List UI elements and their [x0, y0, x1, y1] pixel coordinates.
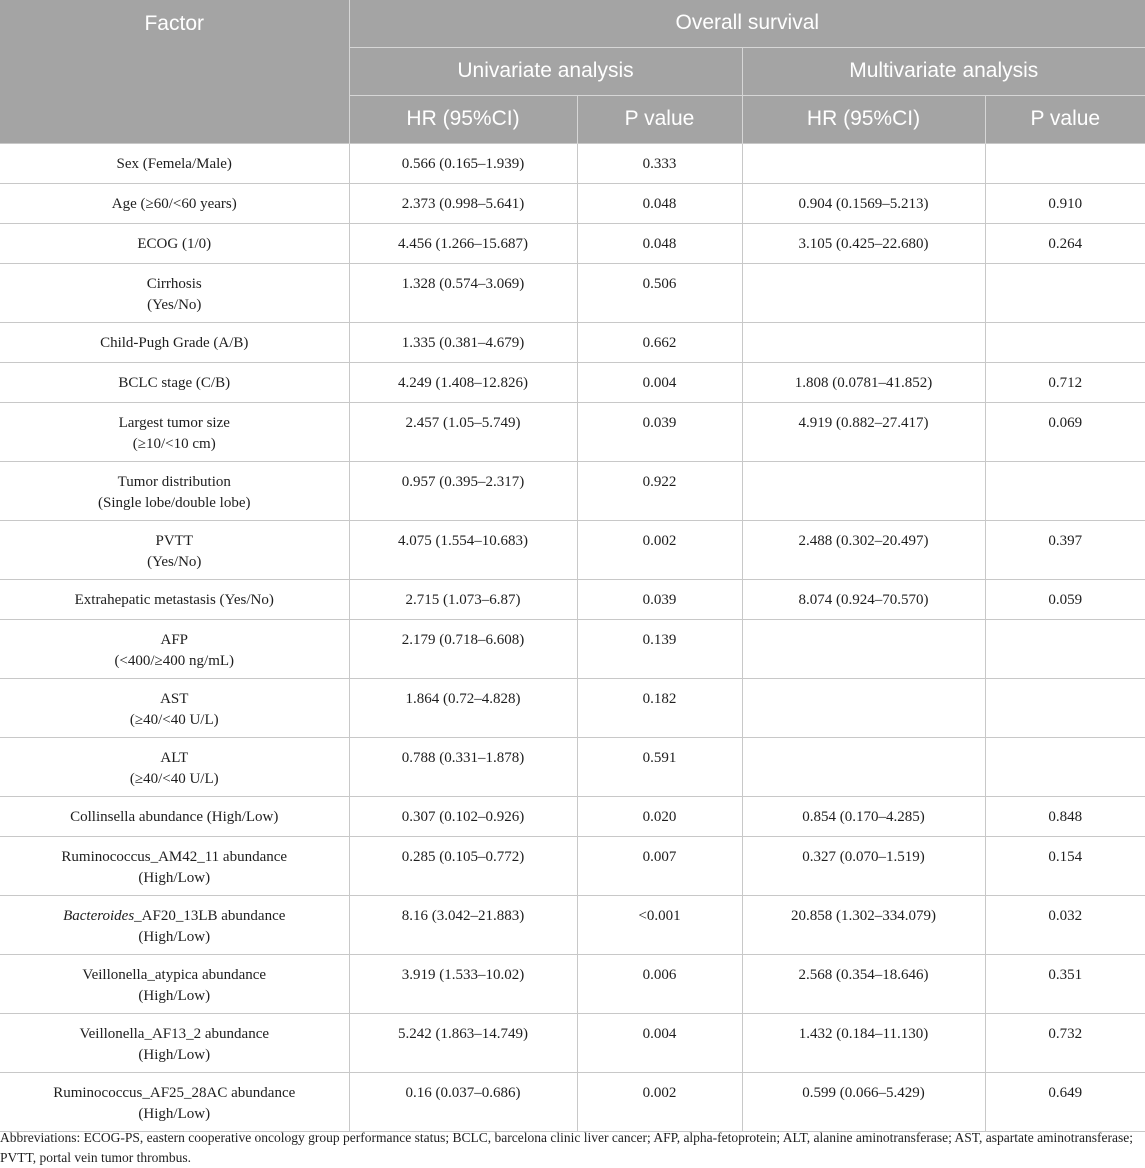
multi-p-cell: 0.264: [985, 223, 1145, 263]
table-row: [0, 461, 1145, 520]
factor-label-italic: Bacteroides: [63, 907, 135, 924]
uni-p-cell: 0.039: [577, 579, 742, 619]
factor-label-text: AST: [160, 690, 189, 707]
uni-hr-cell: 1.328 (0.574–3.069): [349, 263, 577, 322]
multi-hr-cell: 1.808 (0.0781–41.852): [742, 362, 985, 402]
factor-cell: [0, 1072, 349, 1131]
uni-p-cell: 0.002: [577, 1072, 742, 1131]
multi-p-cell: 0.351: [985, 954, 1145, 1013]
uni-hr-cell: 4.249 (1.408–12.826): [349, 362, 577, 402]
factor-sublabel: (Yes/No): [147, 553, 202, 570]
uni-p-cell: 0.333: [577, 143, 742, 183]
multi-hr-cell: 2.568 (0.354–18.646): [742, 954, 985, 1013]
factor-label: [6, 234, 343, 255]
factor-label-text: PVTT: [155, 532, 193, 549]
uni-p-cell: 0.662: [577, 322, 742, 362]
factor-label-text: Child-Pugh Grade (A/B): [100, 334, 249, 351]
table-row: [0, 579, 1145, 619]
factor-label: [6, 274, 343, 295]
uni-hr-cell: 3.919 (1.533–10.02): [349, 954, 577, 1013]
uni-hr-cell: 5.242 (1.863–14.749): [349, 1013, 577, 1072]
multi-hr-cell: [742, 461, 985, 520]
factor-label-text: _AF20_13LB abundance: [134, 907, 286, 924]
factor-sublabel: (High/Low): [138, 1105, 211, 1122]
factor-sublabel: (Yes/No): [147, 296, 202, 313]
factor-cell: [0, 954, 349, 1013]
factor-cell: [0, 223, 349, 263]
factor-label: [6, 630, 343, 651]
multi-hr-cell: 2.488 (0.302–20.497): [742, 520, 985, 579]
factor-label-text: Cirrhosis: [146, 275, 202, 292]
multi-hr-cell: 3.105 (0.425–22.680): [742, 223, 985, 263]
factor-label: [6, 1083, 343, 1104]
multi-hr-cell: [742, 322, 985, 362]
factor-label-text: Extrahepatic metastasis (Yes/No): [74, 591, 274, 608]
uni-p-cell: 0.002: [577, 520, 742, 579]
multi-hr-cell: [742, 263, 985, 322]
uni-p-cell: 0.591: [577, 737, 742, 796]
factor-label: [6, 472, 343, 493]
multi-p-cell: 0.069: [985, 402, 1145, 461]
factor-label: [6, 965, 343, 986]
multi-hr-cell: 0.854 (0.170–4.285): [742, 796, 985, 836]
factor-cell: [0, 579, 349, 619]
factor-cell: [0, 737, 349, 796]
factor-label: [6, 847, 343, 868]
table-body: [0, 143, 1145, 1131]
multi-hr-cell: 0.327 (0.070–1.519): [742, 836, 985, 895]
multi-p-cell: 0.910: [985, 183, 1145, 223]
factor-label: [6, 333, 343, 354]
multi-p-cell: 0.732: [985, 1013, 1145, 1072]
uni-p-cell: 0.182: [577, 678, 742, 737]
factor-label-text: Veillonella_atypica abundance: [82, 966, 267, 983]
abbreviations-footnote: Abbreviations: ECOG-PS, eastern cooperative oncology group performance status; BCLC, barcelona clinic liver cancer; AFP, alpha-fetoprotein; ALT, alanine aminotransferase; AST, aspartate aminotransferase; PVTT, portal vein tumor thrombus.: [0, 1130, 1134, 1165]
factor-sublabel: (High/Low): [138, 869, 211, 886]
uni-hr-cell: 2.457 (1.05–5.749): [349, 402, 577, 461]
uni-p-cell: <0.001: [577, 895, 742, 954]
factor-label: [6, 689, 343, 710]
factor-label: [6, 531, 343, 552]
multi-hr-cell: 20.858 (1.302–334.079): [742, 895, 985, 954]
factor-label: [6, 373, 343, 394]
factor-label-text: ECOG (1/0): [137, 235, 212, 252]
factor-sublabel: (<400/≥400 ng/mL): [114, 652, 235, 669]
multi-hr-cell: [742, 737, 985, 796]
factor-label-text: Sex (Femela/Male): [116, 155, 232, 172]
header-multi-hr: HR (95%CI): [742, 95, 985, 143]
factor-sublabel: (Single lobe/double lobe): [98, 494, 251, 511]
factor-cell: [0, 619, 349, 678]
factor-sublabel: (≥40/<40 U/L): [129, 711, 219, 728]
factor-cell: [0, 678, 349, 737]
table-row: [0, 954, 1145, 1013]
factor-cell: [0, 520, 349, 579]
factor-label: [6, 807, 343, 828]
header-univariate: Univariate analysis: [349, 47, 742, 95]
multi-hr-cell: 0.904 (0.1569–5.213): [742, 183, 985, 223]
table-row: [0, 1072, 1145, 1131]
multi-p-cell: [985, 737, 1145, 796]
multi-p-cell: 0.059: [985, 579, 1145, 619]
uni-hr-cell: 2.179 (0.718–6.608): [349, 619, 577, 678]
uni-hr-cell: 8.16 (3.042–21.883): [349, 895, 577, 954]
factor-label-text: Ruminococcus_AF25_28AC abundance: [53, 1084, 296, 1101]
uni-hr-cell: 4.456 (1.266–15.687): [349, 223, 577, 263]
multi-p-cell: [985, 263, 1145, 322]
factor-label-text: Ruminococcus_AM42_11 abundance: [61, 848, 288, 865]
table-row: [0, 895, 1145, 954]
factor-label: [6, 413, 343, 434]
uni-p-cell: 0.139: [577, 619, 742, 678]
uni-p-cell: 0.004: [577, 1013, 742, 1072]
factor-cell: [0, 402, 349, 461]
factor-label-text: BCLC stage (C/B): [118, 374, 231, 391]
factor-sublabel: (≥40/<40 U/L): [129, 770, 219, 787]
header-uni-hr: HR (95%CI): [349, 95, 577, 143]
uni-hr-cell: 2.715 (1.073–6.87): [349, 579, 577, 619]
uni-hr-cell: 0.285 (0.105–0.772): [349, 836, 577, 895]
table-row: [0, 1013, 1145, 1072]
header-overall-survival: Overall survival: [349, 0, 1145, 47]
uni-p-cell: 0.048: [577, 223, 742, 263]
uni-hr-cell: 0.566 (0.165–1.939): [349, 143, 577, 183]
factor-label: [6, 194, 343, 215]
factor-cell: [0, 362, 349, 402]
uni-hr-cell: 4.075 (1.554–10.683): [349, 520, 577, 579]
table-row: [0, 737, 1145, 796]
factor-label-text: Collinsella abundance (High/Low): [70, 808, 279, 825]
factor-label: [6, 1024, 343, 1045]
uni-hr-cell: 2.373 (0.998–5.641): [349, 183, 577, 223]
table-row: [0, 263, 1145, 322]
factor-sublabel: (High/Low): [138, 987, 211, 1004]
header-multi-p: P value: [985, 95, 1145, 143]
uni-p-cell: 0.006: [577, 954, 742, 1013]
table-row: [0, 322, 1145, 362]
uni-p-cell: 0.048: [577, 183, 742, 223]
table-row: [0, 796, 1145, 836]
multi-p-cell: [985, 678, 1145, 737]
header-uni-p: P value: [577, 95, 742, 143]
uni-hr-cell: 0.957 (0.395–2.317): [349, 461, 577, 520]
factor-label: [6, 906, 343, 927]
multi-p-cell: [985, 143, 1145, 183]
uni-p-cell: 0.039: [577, 402, 742, 461]
factor-cell: [0, 143, 349, 183]
table-row: [0, 223, 1145, 263]
uni-p-cell: 0.020: [577, 796, 742, 836]
table-row: [0, 836, 1145, 895]
multi-p-cell: 0.712: [985, 362, 1145, 402]
uni-hr-cell: 0.307 (0.102–0.926): [349, 796, 577, 836]
uni-hr-cell: 0.788 (0.331–1.878): [349, 737, 577, 796]
multi-hr-cell: [742, 143, 985, 183]
table-row: [0, 619, 1145, 678]
multi-p-cell: 0.397: [985, 520, 1145, 579]
uni-hr-cell: 1.864 (0.72–4.828): [349, 678, 577, 737]
uni-p-cell: 0.004: [577, 362, 742, 402]
factor-label: [6, 748, 343, 769]
uni-p-cell: 0.007: [577, 836, 742, 895]
factor-cell: [0, 263, 349, 322]
multi-hr-cell: 0.599 (0.066–5.429): [742, 1072, 985, 1131]
multi-p-cell: 0.154: [985, 836, 1145, 895]
factor-cell: [0, 183, 349, 223]
multi-hr-cell: [742, 678, 985, 737]
factor-label-text: Tumor distribution: [117, 473, 231, 490]
header-multivariate: Multivariate analysis: [742, 47, 1145, 95]
factor-cell: [0, 796, 349, 836]
factor-sublabel: (High/Low): [138, 1046, 211, 1063]
multi-hr-cell: 1.432 (0.184–11.130): [742, 1013, 985, 1072]
multi-p-cell: [985, 461, 1145, 520]
factor-cell: [0, 836, 349, 895]
factor-cell: [0, 461, 349, 520]
factor-label-text: Veillonella_AF13_2 abundance: [79, 1025, 270, 1042]
factor-sublabel: (≥10/<10 cm): [132, 435, 216, 452]
multi-hr-cell: [742, 619, 985, 678]
factor-label-text: Age (≥60/<60 years): [111, 195, 237, 212]
table-header: [0, 0, 1145, 143]
multi-p-cell: 0.649: [985, 1072, 1145, 1131]
multi-p-cell: 0.032: [985, 895, 1145, 954]
uni-hr-cell: 0.16 (0.037–0.686): [349, 1072, 577, 1131]
multi-hr-cell: 4.919 (0.882–27.417): [742, 402, 985, 461]
multi-p-cell: [985, 322, 1145, 362]
factor-label: [6, 590, 343, 611]
factor-sublabel: (High/Low): [138, 928, 211, 945]
table-row: [0, 143, 1145, 183]
uni-p-cell: 0.506: [577, 263, 742, 322]
table-row: [0, 183, 1145, 223]
table-row: [0, 402, 1145, 461]
factor-cell: [0, 1013, 349, 1072]
factor-label-text: Largest tumor size: [118, 414, 230, 431]
header-factor: Factor: [0, 0, 349, 143]
multi-p-cell: [985, 619, 1145, 678]
table-row: [0, 520, 1145, 579]
factor-label-text: AFP: [160, 631, 189, 648]
factor-cell: [0, 322, 349, 362]
table-row: [0, 362, 1145, 402]
multi-p-cell: 0.848: [985, 796, 1145, 836]
table-row: [0, 678, 1145, 737]
uni-hr-cell: 1.335 (0.381–4.679): [349, 322, 577, 362]
factor-label: [6, 154, 343, 175]
multi-hr-cell: 8.074 (0.924–70.570): [742, 579, 985, 619]
factor-cell: [0, 895, 349, 954]
uni-p-cell: 0.922: [577, 461, 742, 520]
factor-label-text: ALT: [160, 749, 189, 766]
